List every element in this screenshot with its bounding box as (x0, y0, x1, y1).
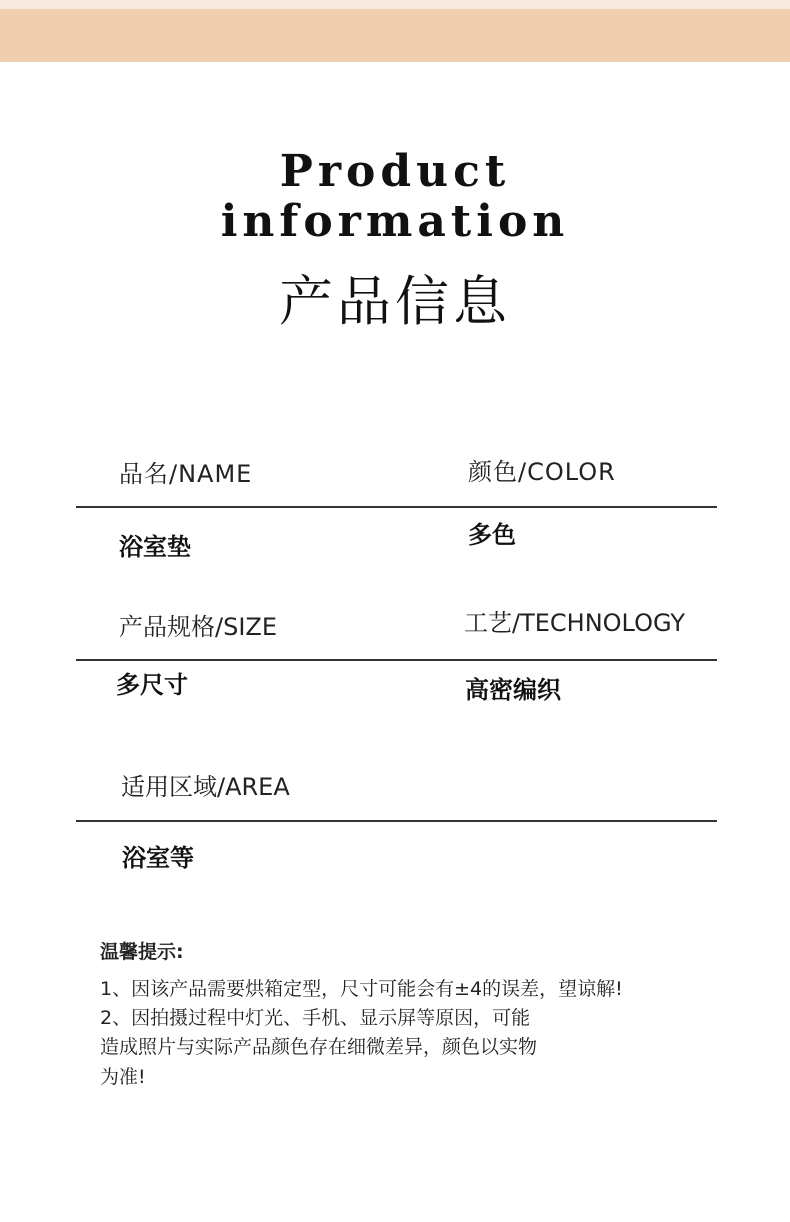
title-chinese: 产品信息 (279, 270, 511, 333)
note-line-3: 造成照片与实际产品颜色存在细微差异，颜色以实物 (100, 1036, 538, 1058)
spec-technology-value: 高密编织 (465, 676, 561, 704)
notes-title: 温馨提示: (100, 941, 184, 963)
note-line-4: 为准! (100, 1066, 146, 1088)
title-english-line1: Product (279, 146, 511, 197)
divider-1 (76, 506, 717, 508)
spec-area-label: 适用区域/AREA (121, 773, 290, 801)
note-line-1: 1、因该产品需要烘箱定型，尺寸可能会有±4的误差，望谅解! (100, 978, 623, 1000)
spec-size-label: 产品规格/SIZE (119, 613, 278, 641)
spec-color-label: 颜色/COLOR (468, 458, 616, 486)
divider-3 (76, 820, 717, 822)
note-line-2: 2、因拍摄过程中灯光、手机、显示屏等原因，可能 (100, 1007, 531, 1029)
spec-name-label: 品名/NAME (119, 460, 253, 488)
spec-color-value: 多色 (468, 521, 516, 549)
divider-2 (76, 659, 717, 661)
spec-technology-label: 工艺/TECHNOLOGY (464, 609, 686, 637)
title-english-line2: information (220, 196, 570, 247)
top-decorative-band (0, 0, 790, 62)
spec-name-value: 浴室垫 (119, 533, 191, 561)
spec-area-value: 浴室等 (122, 844, 194, 872)
spec-size-value: 多尺寸 (116, 671, 188, 699)
